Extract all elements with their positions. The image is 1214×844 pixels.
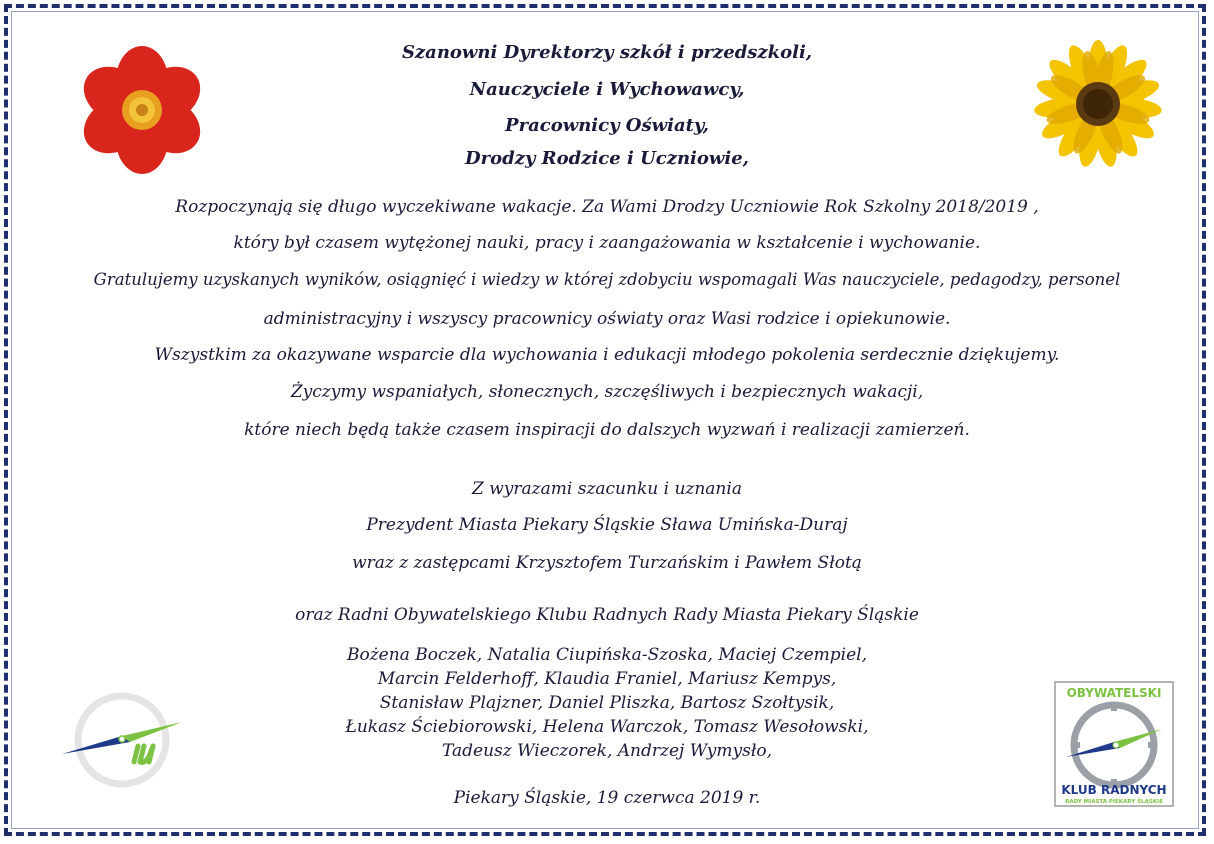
- greeting-line: Drodzy Rodzice i Uczniowie,: [465, 148, 749, 169]
- signature-line: oraz Radni Obywatelskiego Klubu Radnych Rady Miasta Piekary Śląskie: [295, 605, 919, 625]
- names-line: Tadeusz Wieczorek, Andrzej Wymysło,: [441, 741, 773, 761]
- names-line: Stanisław Plajzner, Daniel Pliszka, Bartosz Szołtysik,: [379, 693, 835, 713]
- body-line: który był czasem wytężonej nauki, pracy i zaangażowania w kształcenie i wychowanie.: [233, 233, 981, 253]
- greeting-line: Szanowni Dyrektorzy szkół i przedszkoli,: [401, 42, 813, 63]
- club-logo-top-text: OBYWATELSKI: [1066, 686, 1162, 700]
- names-line: Łukasz Ściebiorowski, Helena Warczok, Tomasz Wesołowski,: [345, 717, 869, 737]
- names-line: Bożena Boczek, Natalia Ciupińska-Szoska, Maciej Czempiel,: [347, 645, 867, 665]
- signature-line: Z wyrazami szacunku i uznania: [472, 479, 742, 499]
- signature-line: Prezydent Miasta Piekary Śląskie Sława Umińska-Duraj: [366, 515, 848, 535]
- club-logo: [1054, 681, 1174, 807]
- body-line: które niech będą także czasem inspiracji do dalszych wyzwań i realizacji zamierzeń.: [244, 420, 970, 440]
- signature-line: wraz z zastępcami Krzysztofem Turzańskim i Pawłem Słotą: [352, 553, 862, 573]
- body-line: Życzymy wspaniałych, słonecznych, szczęśliwych i bezpiecznych wakacji,: [290, 382, 924, 402]
- date-line: Piekary Śląskie, 19 czerwca 2019 r.: [453, 788, 761, 808]
- greeting-line: Pracownicy Oświaty,: [505, 115, 709, 136]
- body-line: Wszystkim za okazywane wsparcie dla wychowania i edukacji młodego pokolenia serdecznie dziękujemy.: [154, 345, 1060, 365]
- greeting-line: Nauczyciele i Wychowawcy,: [469, 79, 745, 100]
- compass-logo-icon: [58, 690, 188, 792]
- body-line: Gratulujemy uzyskanych wyników, osiągnięć i wiedzy w której zdobyciu wspomagali Was nauczyciele, pedagodzy, personel: [93, 270, 1121, 289]
- body-line: Rozpoczynają się długo wyczekiwane wakacje. Za Wami Drodzy Uczniowie Rok Szkolny 2018/2019 ,: [175, 197, 1039, 217]
- names-line: Marcin Felderhoff, Klaudia Franiel, Mariusz Kempys,: [377, 669, 837, 689]
- club-logo-middle-text: KLUB RADNYCH: [1061, 783, 1167, 797]
- body-line: administracyjny i wszyscy pracownicy oświaty oraz Wasi rodzice i opiekunowie.: [263, 309, 951, 329]
- club-logo-bottom-text: RADY MIASTA PIEKARY ŚLĄSKIE: [1065, 799, 1163, 805]
